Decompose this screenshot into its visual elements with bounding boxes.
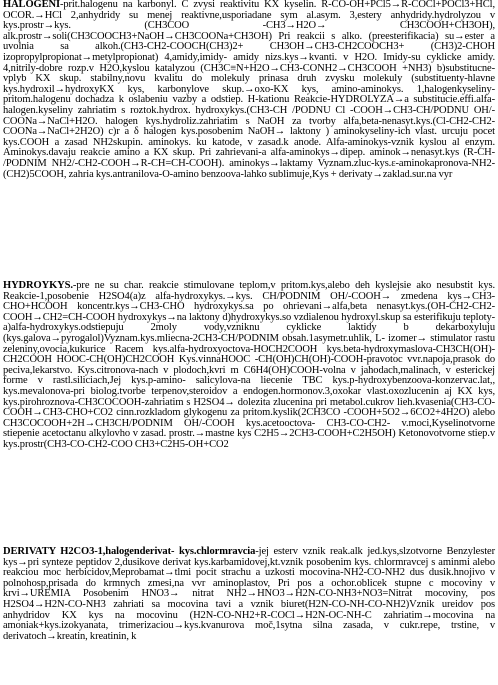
section-text: -jej esterv vznik reak.alk jed.kys,slzotvorne Benzylester kys→pri synteze peptidov 2,dusikove derivat kys.karbamidovej,kt.vznik posobenim kys. chlormravcej s aminmi alebo reakciou moc herbicidov,Meprobamat→tlmi pocit strachu a uzkosti mocovina-NH2-CO-NH2 dus dusik.hnojivo v polnohosp,prisada do krmnych zmesi,na vvr aminoplastov, Pri pos a ochor.oblicek stupne c mocoviny v krvi→UREMIA Posobenim HNO3→ nitrat NH2→HNO3→H2N-CO-NH3+NO3=Nitrat mocoviny, pos H2SO4→H2N-CO-NH3 zahriati sa mocovina tavi a vznik biuret(H2N-CO-NH-CO-NH2)Vznik ureidov pos anhydridov KX kys na mocovinu (H2N-CO-NH2+R-COCl→H2N-OC-NH-C zahriatim→mocovina na amoniak+kys.izokyanata, trimerizaciou→kys.kvanurova moč,1sytna silna zasada, v cukr.repe, trstine, v derivatoch→kreatin, kreatinin, k [3,546,495,642]
section-heading: HYDROYKYS. [3,280,73,291]
section-heading: HALOGENI [3,0,60,10]
section-text: -prit.halogenu na karbonyl. C zvysi reaktivitu KX kyselin. R-CO-OH+PCl5→R-COCl+POCl3+HCl, OCOR.→HCl 2,anhydridy su menej reaktivne,usporiadane sym al.asym. 3,estery anhydridy.hydrolyzou v kys.prostr→kys. (CH3COO -CH3→H2O→ CH3COOH+CH3OH), alk.prostr→soli(CH3COOCH3+NaOH→CH3COONa+CH3OH) Pri reakcii s alko. (preesterifikacia) su→ester a uvolnia sa alkoh.(CH3-CH2-COOCH(CH3)2+ CH3OH→CH3-CH2COOCH3+ (CH3)2-CHOH izopropylpropionat→metylpropionat) 4,amidy,imidy- amidy nizs.kys→kvanti. v H2O. Imidy-su cyklicke amidy. 4,nitrily-dobre rozp.v H2O,kyslou katalyzou (CH3C≡N+H2O→CH3-CONH2→CH3COOH +NH3) b)substitucne-vplyb KX skup. stabilny,novu kvalitu do molekuly prinasa druh zvysku molekuly (substituenty-hlavne kys.hydroxil→hydroxyKX kys, karbonylove skup.→oxo-KX kys, amino-aminokys. 1,halogenkyseliny-pritom.halogenu dochadza k oslabeniu vazby a odstiep. H-kationu Reakcie-HYDROLYZA→a substitucie.effi.alfa-halogen.kyseliny zahriatim s roztok.hydrox. hydroxykys.(CH3-CH /PODNU Cl -COOH→CH3-CH/PODNU OH/-COONa→NaCl+H2O. halogen kys.hydroliz.zahriatim s NaOH za tvorby alfa,beta-nenasyt.kys.(Cl-CH2-CH2-COONa→NaCl+2H2O) c)r a δ halogen kys.posobenim NaOH→ laktony ) aminokyseliny-ich vlast. urcuju pocet kys.COOH a zasad NH2skupin. aminokys. ku katode, v zasad.k anode. Alfa-aminokys-vznik kyslou al enzym. Aminokys.davaju reakcie amino a KX skup. Pri zahrievani-a alfa-aminokys→dipep. aminok→nenasyt.kys (R-CH- /PODNIM NH2/-CH2-COOH→R-CH=CH-COOH). aminokys→laktamy Vyznam.zluc-kys.ε-aminokapronova-NH2-(CH2)5COOH, zahria kys.antranilova-O-amino benzoova-lahko sublimuje,Kys + derivaty→zaklad.sur.na vyr [3,0,495,180]
section-carbonic-derivatives [3,547,495,642]
section-heading: DERIVATY H2CO3-1,halogenderivat- kys.chlormravcia [3,546,256,557]
section-halogen-acids [3,0,495,180]
paragraph [3,0,495,180]
paragraph [3,547,495,642]
section-text: -pre ne su char. reakcie stimulovane teplom,v pritom.kys,alebo deh kyslejsie ako nesubstit kys. Reakcie-1,posobenie H2SO4(a)z alfa-hydroxykys.→kys. CH/PODNIM OH/-COOH→ zmedena kys→CH3-CHO+HCOOH koncentr.kys→CH3-CHO hydroxykys.sa po ohrievani→alfa,beta nenasyt.kys.(OH-CH2-CH2-COOH→CH2=CH-COOH hydroxykys→na laktony d)hydroxykys.so vzdialenou hydroxyl.skup sa esterifikuju teploty-a)alfa-hydroxykys.odstiepuju 2moly vody,vzniknu cyklicke laktidy b dekarboxyluju (kys.galova→pyrogalol)Vyznam.kys.mliecna-2CH3-CH/PODNIM obsah.1asymetr.uhlik, L- izomer→ stimulator rastu zeleniny,ovocia,kukurice Racem kys.alfa-hydroxyoctova-HOCH2COOH kys.beta-hydroxymaslova-CH3CH(OH)-CH2COOH HOOC-CH(OH)CH2COOH Kys.vinnaHOOC -CH(OH)CH(OH)-COOH-pravotoc vvr.napoja,prasok do peciva,lekarstvo. Kys.citronova-nach v plodoch,kvri m C6H4(OH)COOH-volna v jahodach,malinach, v esterickej forme v rastl.siliciach,Jej kys.p-amino- salicylova-na liecenie TBC kys.p-hydroxybenzoova-konzervac.lat,, kys.mevalonova-pri biolog.tvorbe terpenov,steroidov a endogen.hormonov.3,oxokar vlast.oxozlucenin aj KX kys, kys.pirohroznova-CH3COCOOH-zahriatim s H2SO4→ dolezita zlucenina pri metabol.cukrov lieh.kvasenia(CH3-CO-COOH→CH3-CHO+CO2 cinn.rozkladom glykogenu za pritom.kyslik(2CH3CO -COOH+5O2→6CO2+4H2O) alebo CH3COCOOH+2H→CH3CH/PODNIM OH/-COOH kys.acetooctova- CH3-CO-CH2- v.moci,Kyselinotvorne stiepenie acetoctanu alkylovho v zasad. prostr.→mastne kys C2H5→2CH3-COOH+C2H5OH) Ketonovotvorne stiep.v kys.prostr(CH3-CO-CH2-COO CH3+C2H5-OH+CO2 [3,280,495,450]
paragraph [3,281,495,451]
section-hydroxy-acids [3,281,495,451]
